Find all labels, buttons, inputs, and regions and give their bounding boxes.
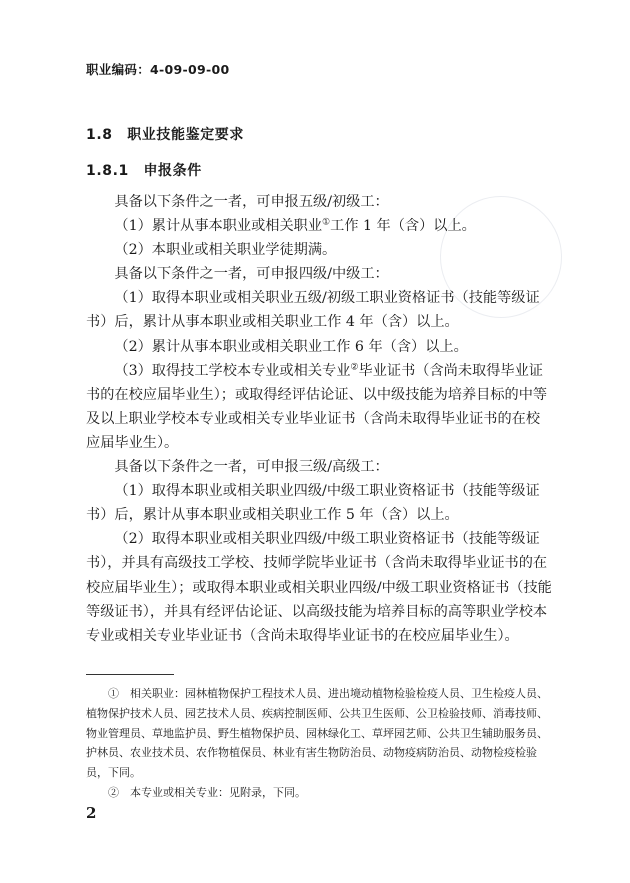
paragraph-text: （3）取得技工学校本专业或相关专业 [114,362,351,379]
paragraph: 具备以下条件之一者，可申报三级/高级工： [114,459,389,476]
paragraph: （1）取得本职业或相关职业四级/中级工职业资格证书（技能等级证书）后，累计从事本职业或相关职业工作 5 年（含）以上。 [86,483,540,524]
paragraph [86,214,554,238]
paragraph-text: 毕业证书（含尚未取得毕业证书的在校应届毕业生）；或取得经评估论证、以中级技能为培养目标的中等及以上职业学校本专业或相关专业毕业证书（含尚未取得毕业证书的在校应届毕业生）。 [86,362,548,451]
paragraph [86,359,554,455]
footnotes [86,684,556,803]
footnote-ref: ② [350,361,359,372]
paragraph-text: 工作 1 年（含）以上。 [330,218,476,235]
footnote: ① 相关职业：园林植物保护工程技术人员、进出境动植物检验检疫人员、卫生检疫人员、植物保护技术人员、园艺技术人员、疾病控制医师、公共卫生医师、公卫检验技师、消毒技师、物业管理员、草地监护员、野生植物保护员、园林绿化工、草坪园艺师、公共卫生辅助服务员、护林员、农业技术员、农作物植保员、林业有害生物防治员、动物疫病防治员、动物检疫检验员，下同。 [86,687,548,780]
paragraph: （1）取得本职业或相关职业五级/初级工职业资格证书（技能等级证书）后，累计从事本职业或相关职业工作 4 年（含）以上。 [86,290,540,331]
body-text [86,190,554,648]
paragraph-text: （1）累计从事本职业或相关职业 [114,218,323,235]
paragraph: 具备以下条件之一者，可申报四级/中级工： [114,266,389,283]
footnote-separator [86,674,174,675]
paragraph: （2）取得本职业或相关职业四级/中级工职业资格证书（技能等级证书），并具有高级技工学校、技师学院毕业证书（含尚未取得毕业证书的在校应届毕业生）；或取得本职业或相关职业四级/中级工职业资格证书（技能等级证书），并具有经评估论证、以高级技能为培养目标的高等职业学校本专业或相关专业毕业证书（含尚未取得毕业证书的在校应届毕业生）。 [86,531,552,644]
section-heading: 1.8 职业技能鉴定要求 [86,127,245,143]
subsection-heading: 1.8.1 申报条件 [86,163,202,179]
footnote-ref: ① [322,217,331,228]
paragraph: 具备以下条件之一者，可申报五级/初级工： [114,194,389,210]
paragraph: （2）本职业或相关职业学徒期满。 [114,242,337,259]
paragraph: （2）累计从事本职业或相关职业工作 6 年（含）以上。 [114,338,468,355]
footnote: ② 本专业或相关专业：见附录，下同。 [108,785,306,799]
page-number: 2 [86,804,97,822]
occupation-code-header: 职业编码：4-09-09-00 [86,62,230,77]
